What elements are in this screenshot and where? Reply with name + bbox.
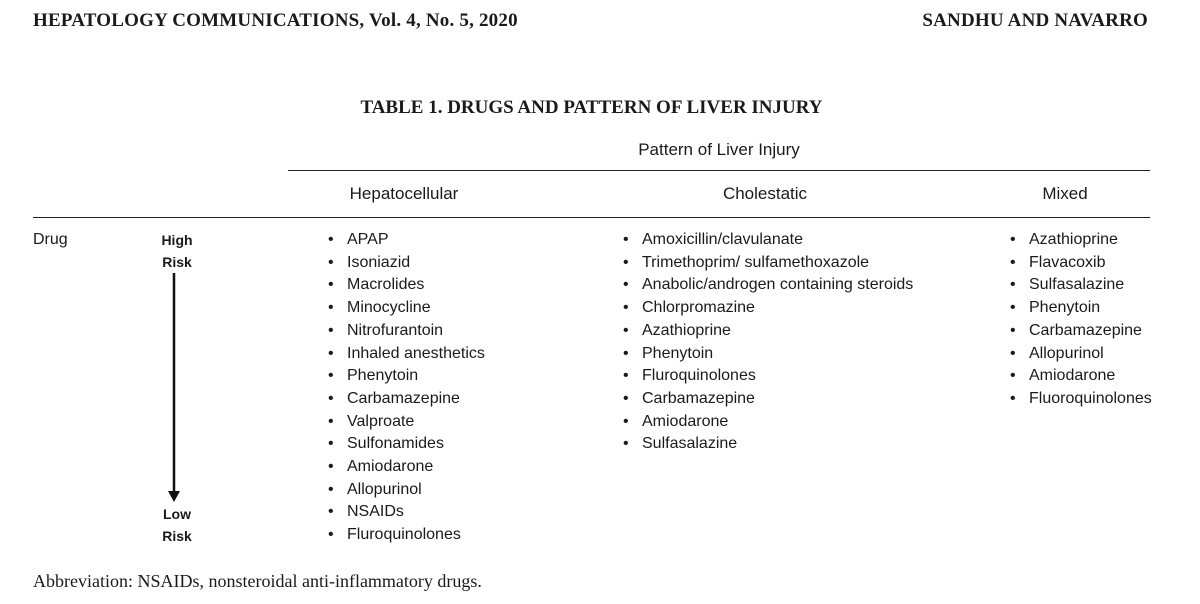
drug-list-item: • Inhaled anesthetics <box>328 343 485 366</box>
drug-list-item: • Sulfasalazine <box>1010 274 1152 297</box>
drug-list-item: • Amiodarone <box>328 456 485 479</box>
risk-low-word: Low <box>163 506 191 522</box>
drug-list-item: • Anabolic/androgen containing steroids <box>623 274 913 297</box>
risk-high-risk-word: Risk <box>162 254 192 270</box>
drug-list-item: • Flavacoxib <box>1010 252 1152 275</box>
drug-list-item: • Nitrofurantoin <box>328 320 485 343</box>
drug-list-item: • Carbamazepine <box>1010 320 1152 343</box>
risk-low-risk-word: Risk <box>162 528 192 544</box>
mixed-drug-list <box>1010 229 1152 411</box>
risk-high-word: High <box>161 232 193 248</box>
hepatocellular-drug-list <box>328 229 485 547</box>
cholestatic-drug-list <box>623 229 913 456</box>
drug-list-item: • Azathioprine <box>623 320 913 343</box>
drug-list-item: • NSAIDs <box>328 501 485 524</box>
column-group-header: Pattern of Liver Injury <box>638 140 800 159</box>
drug-list-item: • Isoniazid <box>328 252 485 275</box>
drug-list-item: • Azathioprine <box>1010 229 1152 252</box>
drug-list-item: • Allopurinol <box>328 479 485 502</box>
drug-list-item: • Amoxicillin/clavulanate <box>623 229 913 252</box>
drug-list-item: • Phenytoin <box>328 365 485 388</box>
drug-list-item: • Phenytoin <box>1010 297 1152 320</box>
running-head-journal: HEPATOLOGY COMMUNICATIONS, Vol. 4, No. 5, 2020 <box>33 10 518 31</box>
column-header-hepatocellular: Hepatocellular <box>349 184 459 203</box>
drug-list-item: • Carbamazepine <box>328 388 485 411</box>
column-header-mixed: Mixed <box>1042 184 1088 203</box>
drug-list-item: • Trimethoprim/ sulfamethoxazole <box>623 252 913 275</box>
table-title: TABLE 1. DRUGS AND PATTERN OF LIVER INJURY <box>360 97 823 118</box>
drug-list-item: • Fluroquinolones <box>623 365 913 388</box>
drug-list-item: • Macrolides <box>328 274 485 297</box>
running-head-authors: SANDHU AND NAVARRO <box>922 10 1148 31</box>
drug-list-item: • Fluroquinolones <box>328 524 485 547</box>
risk-low-label <box>147 503 207 547</box>
top-rule <box>288 170 1150 171</box>
drug-list-item: • Valproate <box>328 411 485 434</box>
down-arrow-icon <box>165 273 183 503</box>
drug-list-item: • Sulfasalazine <box>623 433 913 456</box>
drug-list-item: • Amiodarone <box>623 411 913 434</box>
drug-list-item: • APAP <box>328 229 485 252</box>
row-label-drug: Drug <box>33 231 68 248</box>
drug-list-item: • Allopurinol <box>1010 343 1152 366</box>
drug-list-item: • Amiodarone <box>1010 365 1152 388</box>
header-rule <box>33 217 1150 218</box>
drug-list-item: • Chlorpromazine <box>623 297 913 320</box>
drug-list-item: • Sulfonamides <box>328 433 485 456</box>
drug-list-item: • Phenytoin <box>623 343 913 366</box>
risk-high-label <box>147 229 207 273</box>
drug-list-item: • Carbamazepine <box>623 388 913 411</box>
drug-list-item: • Minocycline <box>328 297 485 320</box>
drug-list-item: • Fluoroquinolones <box>1010 388 1152 411</box>
table-footnote: Abbreviation: NSAIDs, nonsteroidal anti-inflammatory drugs. <box>33 571 482 591</box>
column-header-cholestatic: Cholestatic <box>722 184 808 203</box>
